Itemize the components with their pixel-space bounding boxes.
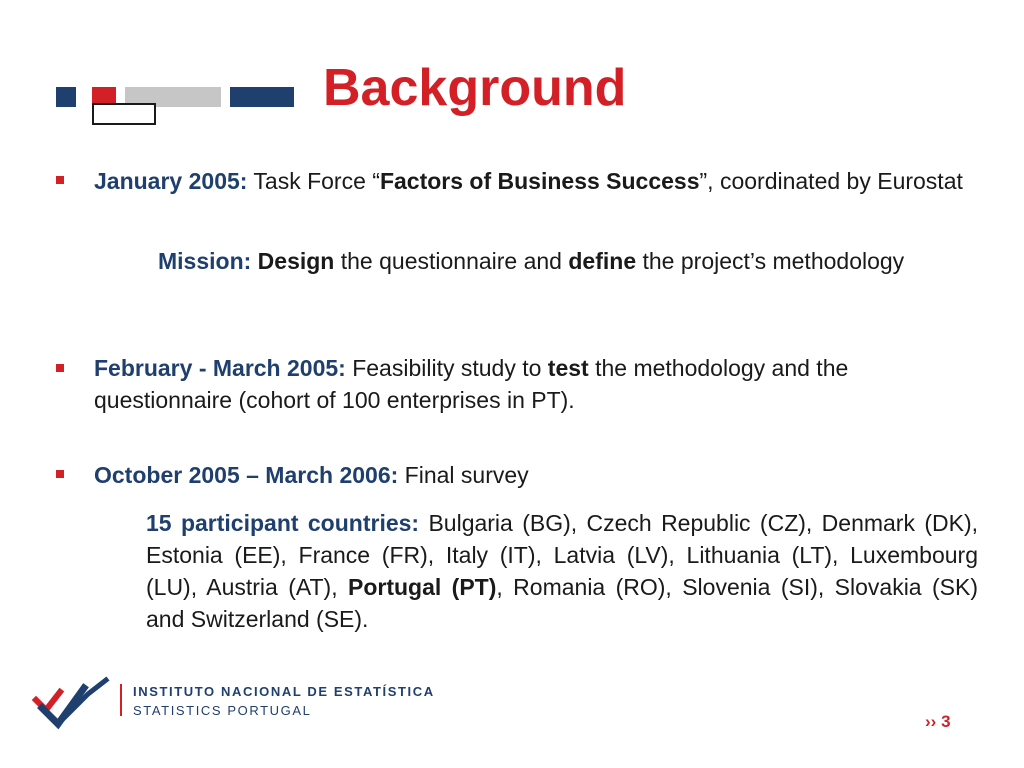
bullet-3-label: October 2005 – March 2006: [94, 462, 399, 488]
footer-divider [120, 684, 122, 716]
footer-org-name: INSTITUTO NACIONAL DE ESTATÍSTICA [133, 684, 435, 699]
countries-text2: , Romania (RO), Slovenia (SI), Slovakia (SK) and Switzerland (SE). [146, 574, 978, 632]
mission-text2: the project’s methodology [636, 248, 905, 274]
navy-bar [230, 87, 294, 107]
bullet-marker [56, 176, 64, 184]
countries-text1: Bulgaria (BG), Czech Republic (CZ), Denmark (DK), Estonia (EE), France (FR), Italy (IT), Latvia (LV), Lithuania (LT), Luxembourg (LU), Austria (AT), [146, 510, 978, 600]
bullet-1-text2: ”, coordinated by Eurostat [699, 168, 963, 194]
bullet-1-mission [158, 245, 918, 277]
page-marker-icon: ›› [925, 712, 937, 731]
bullet-1-bold1: Factors of Business Success [379, 168, 700, 194]
navy-square [56, 87, 76, 107]
bullet-3-countries [146, 507, 978, 635]
mission-bold2: define [568, 248, 637, 274]
outline-box [92, 103, 156, 125]
bullet-marker [56, 364, 64, 372]
page-number [925, 712, 951, 732]
bullet-2-label: February - March 2005: [94, 355, 346, 381]
slide-title: Background [323, 59, 627, 117]
countries-bold1: Portugal (PT) [348, 574, 497, 600]
bullet-3 [94, 459, 974, 491]
bullet-2 [94, 352, 974, 416]
page-number-value: 3 [941, 712, 951, 731]
bullet-2-text1: Feasibility study to [345, 355, 548, 381]
bullet-1-label: January 2005: [94, 168, 248, 194]
mission-text1: the questionnaire and [334, 248, 569, 274]
bullet-marker [56, 470, 64, 478]
countries-label: 15 participant countries: [146, 510, 420, 536]
bullet-1-text1: Task Force “ [247, 168, 380, 194]
bullet-2-bold1: test [547, 355, 589, 381]
bullet-2-text2: the methodology and the questionnaire (cohort of 100 enterprises in PT). [94, 355, 849, 413]
bullet-3-text1: Final survey [398, 462, 529, 488]
mission-label: Mission: [158, 248, 252, 274]
bullet-1 [94, 165, 974, 197]
statistics-portugal-logo-icon [28, 674, 114, 732]
footer-org-name-en: STATISTICS PORTUGAL [133, 703, 312, 718]
mission-bold1: Design [257, 248, 335, 274]
